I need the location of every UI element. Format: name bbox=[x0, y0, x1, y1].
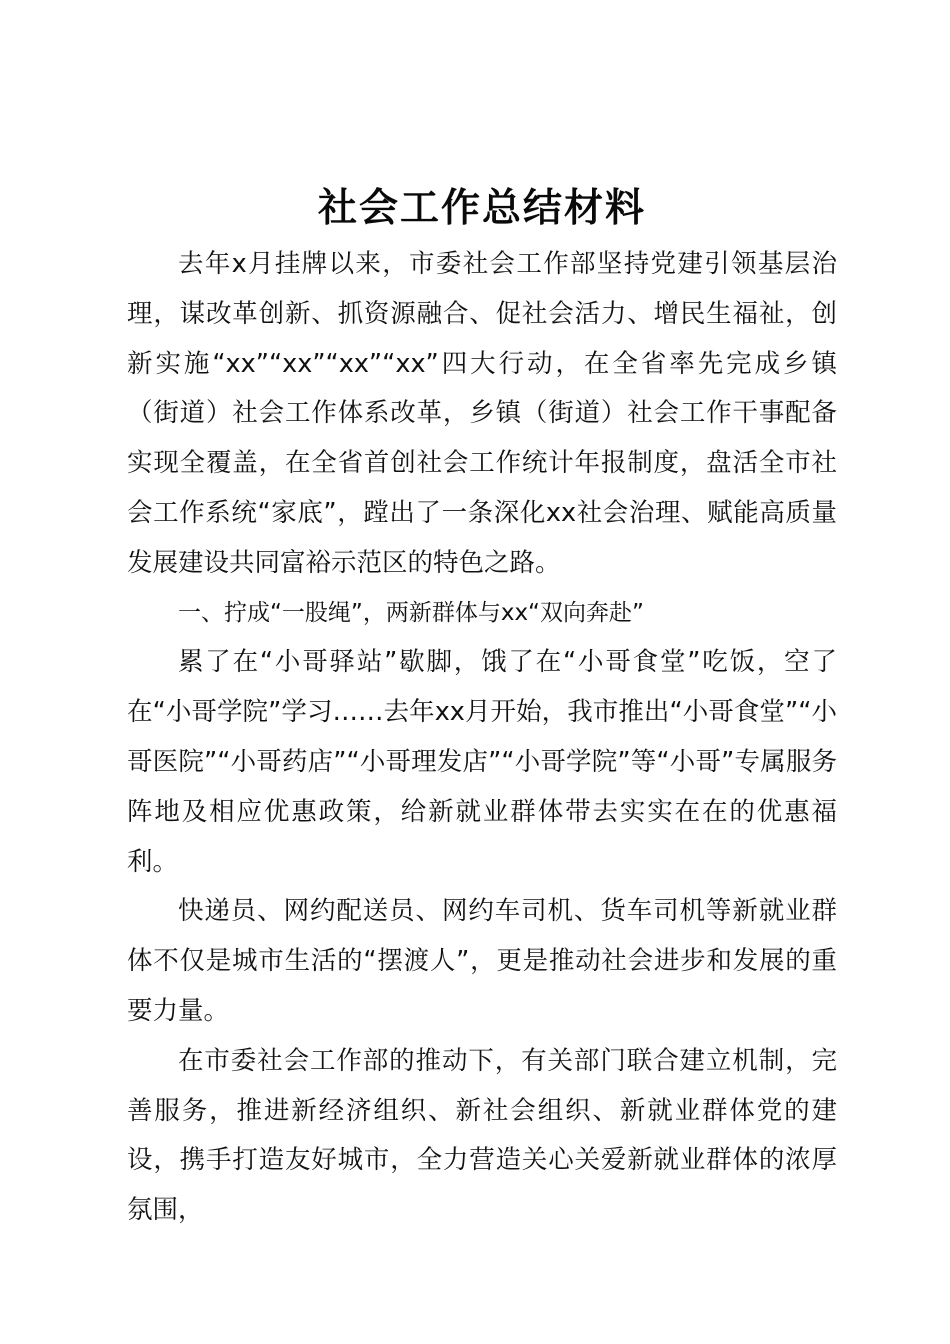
paragraph-mechanism: 在市委社会工作部的推动下，有关部门联合建立机制，完善服务，推进新经济组织、新社会组织、新就业群体党的建设，携手打造友好城市，全力营造关心关爱新就业群体的浓厚氛围， bbox=[127, 1045, 837, 1226]
paragraph-workers: 快递员、网约配送员、网约车司机、货车司机等新就业群体不仅是城市生活的“摆渡人”，更是推动社会进步和发展的重要力量。 bbox=[127, 896, 837, 1026]
section-heading-1: 一、拧成“一股绳”，两新群体与xx“双向奔赴” bbox=[178, 599, 644, 626]
paragraph-intro: 去年x月挂牌以来，市委社会工作部坚持党建引领基层治理，谋改革创新、抓资源融合、促社会活力、增民生福祉，创新实施“xx”“xx”“xx”“xx”四大行动，在全省率先完成乡镇（街道）社会工作体系改革，乡镇（街道）社会工作干事配备实现全覆盖，在全省首创社会工作统计年报制度，盘活全市社会工作系统“家底”，蹚出了一条深化xx社会治理、赋能高质量发展建设共同富裕示范区的特色之路。 bbox=[127, 249, 837, 578]
document-title: 社会工作总结材料 bbox=[317, 185, 646, 231]
paragraph-services: 累了在“小哥驿站”歇脚，饿了在“小哥食堂”吃饭，空了在“小哥学院”学习……去年xx月开始，我市推出“小哥食堂”“小哥医院”“小哥药店”“小哥理发店”“小哥学院”等“小哥”专属服务阵地及相应优惠政策，给新就业群体带去实实在在的优惠福利。 bbox=[127, 647, 837, 877]
document-body bbox=[127, 180, 837, 1236]
